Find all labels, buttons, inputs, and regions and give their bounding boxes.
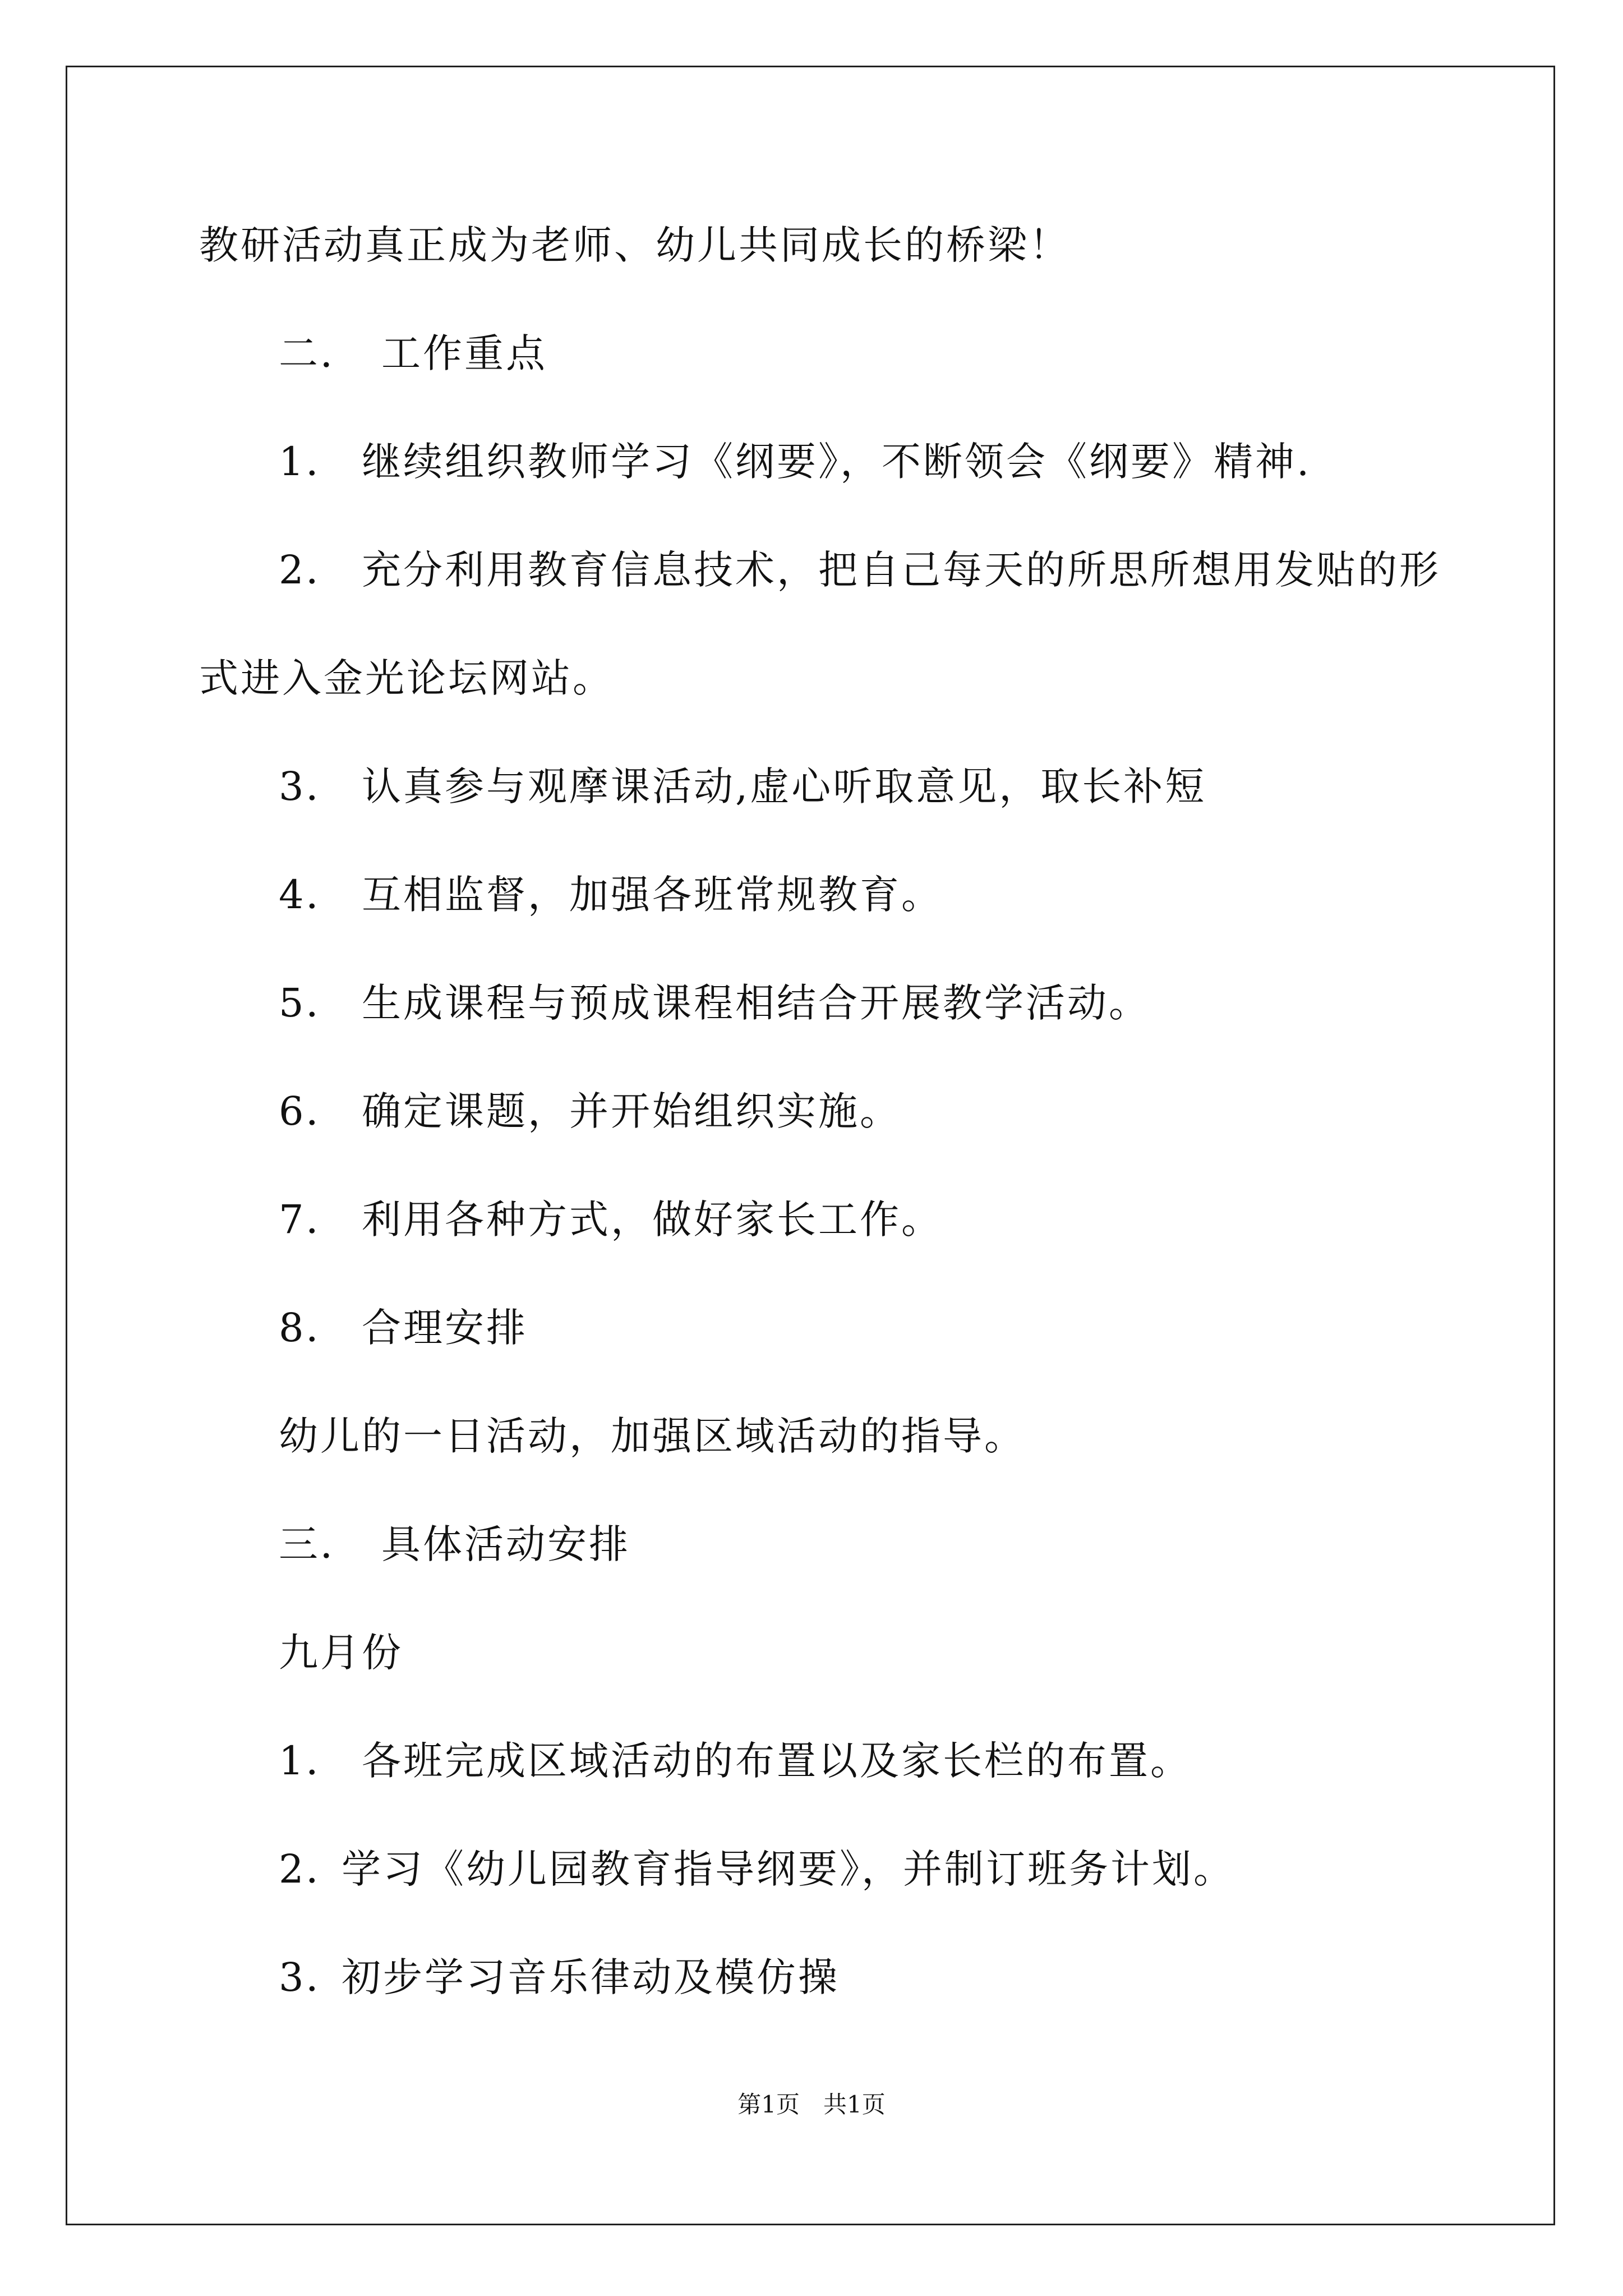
list-item [279,1086,901,1137]
list-item-text: 学习《幼儿园教育指导纲要》，并制订班务计划。 [342,1846,1235,1892]
list-item-text: 利用各种方式，做好家长工作。 [362,1197,943,1243]
line-text: 幼儿的一日活动，加强区域活动的指导。 [279,1413,1026,1459]
section-title: 工作重点 [381,330,547,376]
list-item-text: 充分利用教育信息技术，把自己每天的所思所想用发贴的形 [362,547,1441,593]
list-item-text: 各班完成区域活动的布置以及家长栏的布置。 [362,1738,1192,1784]
list-item-text: 继续组织教师学习《纲要》，不断领会《纲要》精神. [362,439,1312,485]
list-item-text: 互相监督，加强各班常规教育。 [362,872,943,918]
section-number: 二． [279,330,362,376]
list-item [279,1844,1235,1894]
list-item-number: 1． [279,439,348,485]
list-item [279,869,943,920]
list-item-number: 4． [279,872,348,918]
list-item-number: 2． [279,547,348,593]
line-text: 教研活动真正成为老师、幼儿共同成长的桥梁！ [199,222,1071,268]
list-item [279,1952,840,2003]
list-item-text: 生成课程与预成课程相结合开展教学活动。 [362,980,1150,1026]
list-item [279,1194,943,1245]
section-heading [279,328,547,379]
paragraph-continuation [199,220,1071,270]
list-item-number: 3． [279,1954,348,2000]
page-border [66,66,1555,2225]
list-item-number: 3． [279,763,348,809]
line-text: 式进入金光论坛网站。 [199,655,614,701]
line-text: 九月份 [279,1630,403,1676]
list-item-number: 2． [279,1846,348,1892]
list-item-number: 8． [279,1305,348,1351]
list-item [279,545,1441,595]
list-item [279,761,1206,812]
list-item-text: 初步学习音乐律动及模仿操 [342,1954,840,2000]
section-number: 三． [279,1521,362,1567]
list-item [279,436,1311,487]
list-item-text: 合理安排 [362,1305,528,1351]
list-item-number: 7． [279,1197,348,1243]
section-heading [279,1519,630,1570]
page-footer: 第1页 共1页 [737,2091,886,2118]
paragraph-line [279,1411,1026,1461]
list-item [279,978,1150,1028]
list-item-text: 认真参与观摩课活动,虚心听取意见，取长补短 [362,763,1207,809]
list-item [279,1303,528,1353]
list-item-text: 确定课题，并开始组织实施。 [362,1088,901,1134]
paragraph-continuation [199,653,614,703]
month-heading [279,1627,403,1678]
list-item-number: 1． [279,1738,348,1784]
section-title: 具体活动安排 [381,1521,630,1567]
list-item-number: 6． [279,1088,348,1134]
list-item [279,1736,1192,1786]
list-item-number: 5． [279,980,348,1026]
